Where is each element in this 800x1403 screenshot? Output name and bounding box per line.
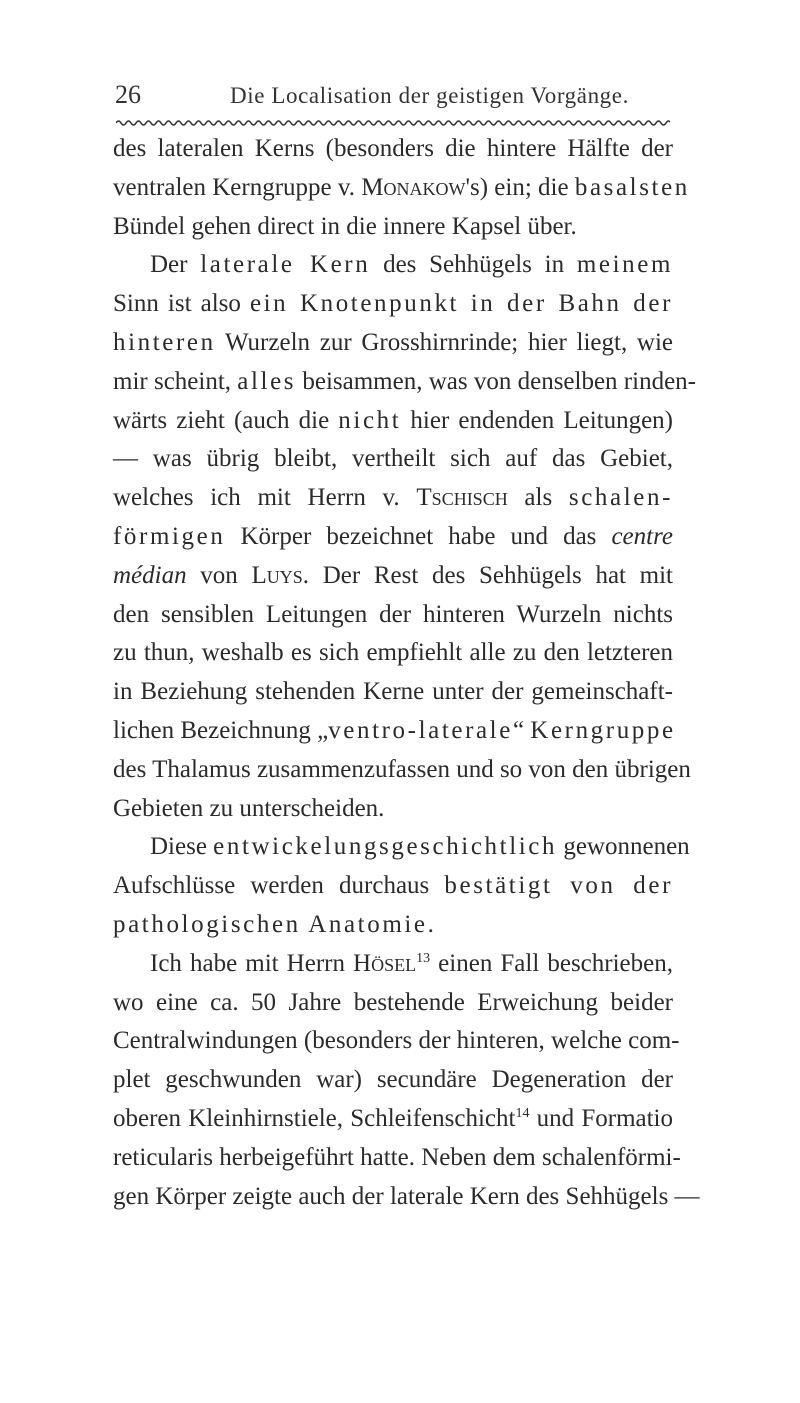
text-line: Diese entwickelungsgeschichtlich gewonnenen [150, 833, 690, 861]
emphasis: laterale Kern [200, 251, 371, 279]
emphasis: ventro-laterale [328, 716, 513, 744]
text-line: gen Körper zeigte auch der laterale Kern des Sehhügels — [113, 1182, 700, 1210]
text-line: mir scheint, alles beisammen, was von denselben rinden- [113, 367, 696, 395]
body-text [113, 130, 700, 1216]
text-line: Aufschlüsse werden durchaus bestätigt von der [113, 872, 674, 900]
text-line [113, 906, 673, 945]
emphasis: nicht [338, 406, 402, 434]
emphasis: ein Knotenpunkt in der Bahn der [249, 290, 673, 318]
italic-term: médian [113, 561, 187, 589]
author-name: Monakow [361, 173, 466, 201]
text-line: den sensiblen Leitungen der hinteren Wurzeln nichts [113, 600, 673, 628]
text-line: ventralen Kerngruppe v. Monakow's) ein; die basalsten [113, 173, 690, 201]
text-line: — was übrig bleibt, vertheilt sich auf das Gebiet, [113, 445, 673, 473]
emphasis: Kerngruppe [530, 716, 676, 744]
author-name: Hösel [353, 949, 417, 977]
running-header [115, 80, 670, 110]
text-line: Bündel gehen direct in die innere Kapsel über. [113, 212, 577, 240]
emphasis: förmigen [113, 522, 226, 550]
text-line: Centralwindungen (besonders der hinteren, welche com- [113, 1027, 680, 1055]
wavy-divider-rule [116, 118, 670, 128]
emphasis: alles [237, 367, 297, 395]
emphasis: meinem [576, 251, 673, 279]
text-line: förmigen Körper bezeichnet habe und das centre [113, 522, 673, 550]
text-line: médian von Luys. Der Rest des Sehhügels hat mit [113, 561, 674, 589]
italic-term: centre [611, 522, 673, 550]
text-line: Ich habe mit Herrn Hösel$^{13}$ einen Fall beschrieben, [150, 949, 673, 977]
footnote-ref: 13 [416, 950, 431, 966]
page-number: 26 [115, 80, 141, 109]
emphasis: hinteren [113, 328, 216, 356]
text-line: wo eine ca. 50 Jahre bestehende Erweichung beider [113, 988, 673, 1016]
author-name: Luys [251, 561, 303, 589]
text-line: in Beziehung stehenden Kerne unter der gemeinschaft- [113, 678, 673, 706]
emphasis: schalen- [568, 484, 673, 512]
text-line: reticularis herbeigeführt hatte. Neben dem schalenförmi- [113, 1143, 681, 1171]
emphasis: basalsten [574, 173, 690, 201]
emphasis: bestätigt von der [444, 872, 674, 900]
text-line: hinteren Wurzeln zur Grosshirnrinde; hier liegt, wie [113, 328, 673, 356]
text-line: Gebieten zu unterscheiden. [113, 794, 385, 822]
text-line: Der laterale Kern des Sehhügels in meinem [150, 251, 673, 279]
author-name: Tschisch [416, 484, 508, 512]
footnote-ref: 14 [515, 1105, 530, 1121]
text-line: des Thalamus zusammenzufassen und so von den übrigen [113, 755, 691, 783]
text-line: welches ich mit Herrn v. Tschisch als schalen- [113, 484, 673, 512]
running-title: Die Localisation der geistigen Vorgänge. [230, 83, 629, 108]
text-line: oberen Kleinhirnstiele, Schleifenschicht$^{14}$ und Formatio [113, 1104, 673, 1132]
text-line: zu thun, weshalb es sich empfiehlt alle zu den letzteren [113, 639, 673, 667]
emphasis: entwickelungsgeschichtlich [213, 833, 558, 861]
text-line: plet geschwunden war) secundäre Degeneration der [113, 1066, 673, 1094]
text-line: wärts zieht (auch die nicht hier endenden Leitungen) [113, 406, 674, 434]
text-line: lichen Bezeichnung „ventro-laterale“ Kerngruppe [113, 716, 676, 744]
emphasis: pathologischen Anatomie. [113, 910, 437, 938]
text-line: des lateralen Kerns (besonders die hintere Hälfte der [113, 135, 673, 162]
text-line: Sinn ist also ein Knotenpunkt in der Bahn der [113, 290, 673, 318]
